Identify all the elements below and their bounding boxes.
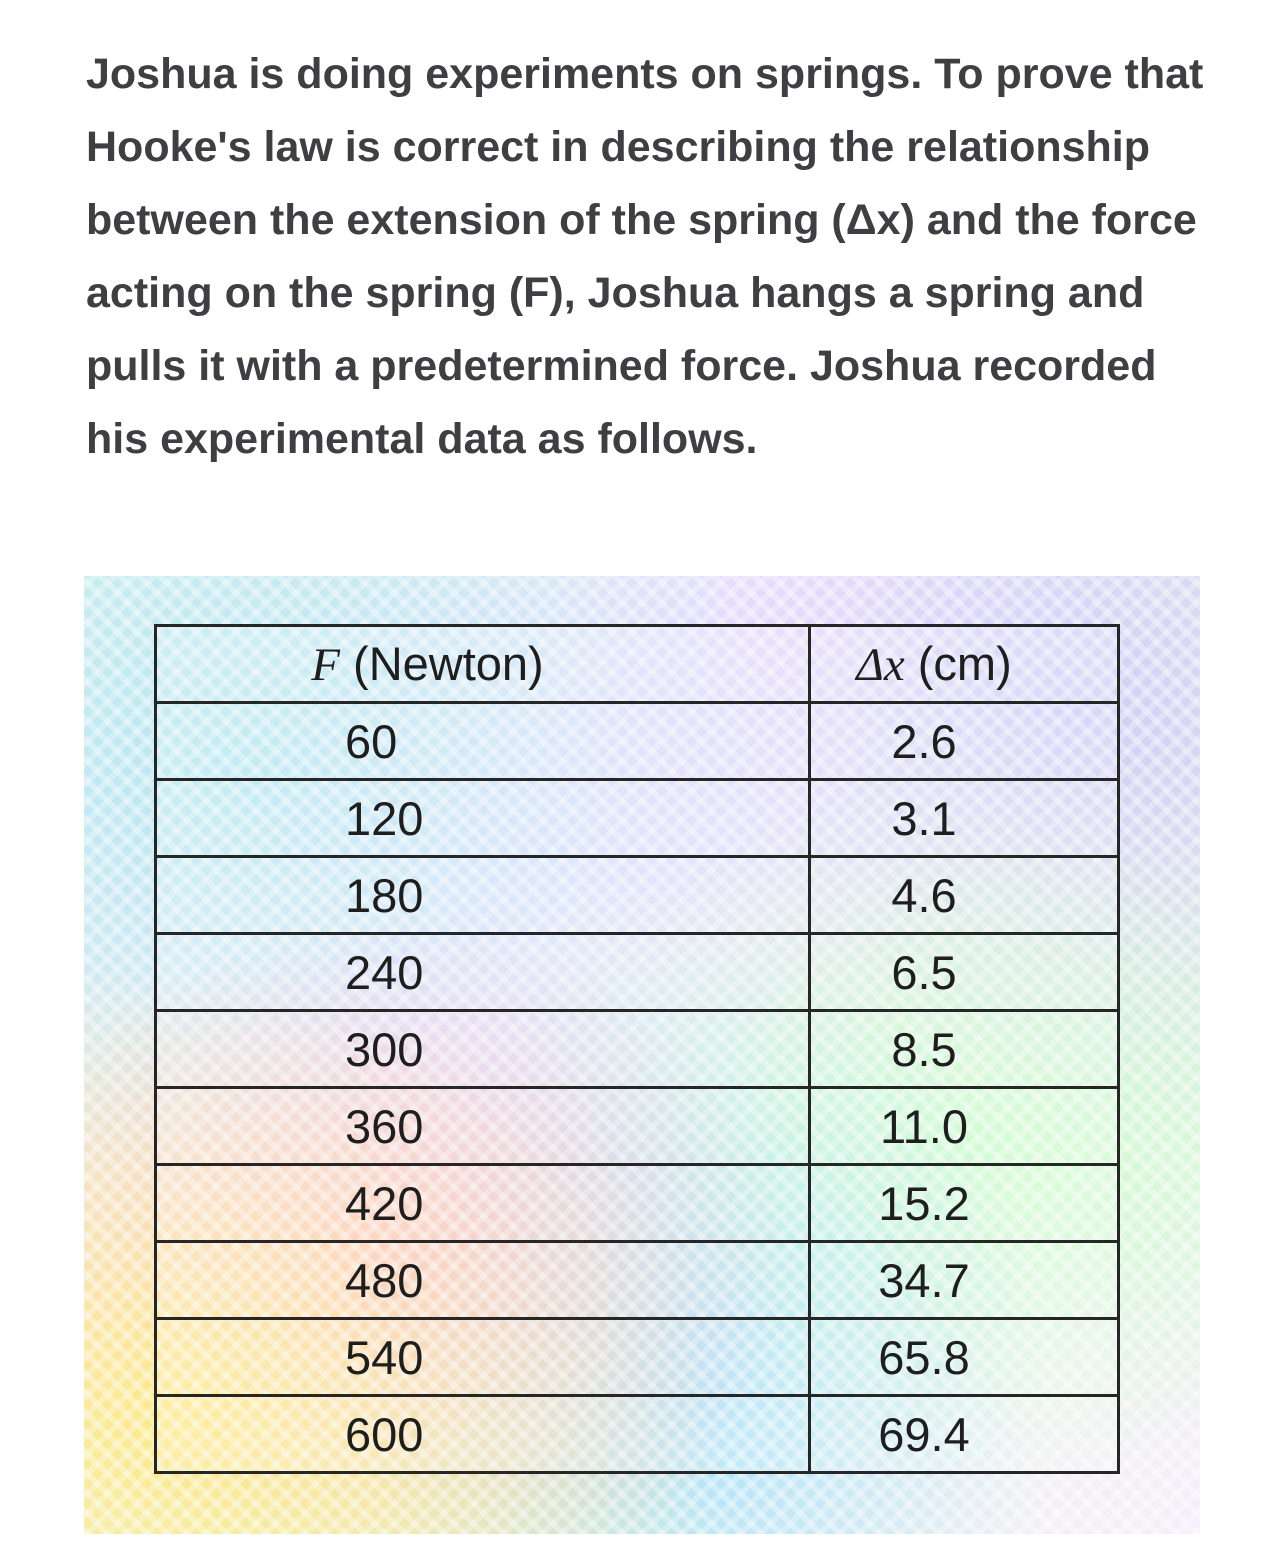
extension-symbol: Δx: [856, 639, 905, 691]
extension-cell: 11.0: [810, 1088, 1119, 1165]
extension-cell: 15.2: [810, 1165, 1119, 1242]
extension-cell: 69.4: [810, 1396, 1119, 1473]
table-row: [156, 1242, 1119, 1319]
extension-cell: 8.5: [810, 1011, 1119, 1088]
force-cell: 360: [156, 1088, 810, 1165]
force-cell: 240: [156, 934, 810, 1011]
force-symbol: F: [311, 639, 340, 691]
force-cell: 120: [156, 780, 810, 857]
table-row: [156, 1011, 1119, 1088]
table-row: [156, 780, 1119, 857]
force-unit: (Newton): [339, 637, 544, 690]
force-cell: 300: [156, 1011, 810, 1088]
question-text: Joshua is doing experiments on springs. To prove that Hooke's law is correct in describing the relationship between the extension of the spring (Δx) and the force acting on the spring (F), Joshua hangs a spring and pulls it with a predetermined force. Joshua recorded his experimental data as follows.: [86, 50, 1204, 463]
extension-cell: 3.1: [810, 780, 1119, 857]
force-cell: 600: [156, 1396, 810, 1473]
force-cell: 60: [156, 703, 810, 780]
table-photo: [84, 576, 1200, 1534]
table-row: [156, 703, 1119, 780]
extension-unit: (cm): [904, 637, 1012, 690]
extension-cell: 2.6: [810, 703, 1119, 780]
force-cell: 180: [156, 857, 810, 934]
extension-cell: 4.6: [810, 857, 1119, 934]
extension-cell: 65.8: [810, 1319, 1119, 1396]
header-force: [156, 626, 810, 703]
table-header-row: [156, 626, 1119, 703]
table-row: [156, 1088, 1119, 1165]
force-cell: 540: [156, 1319, 810, 1396]
force-cell: 420: [156, 1165, 810, 1242]
table-row: [156, 934, 1119, 1011]
extension-cell: 6.5: [810, 934, 1119, 1011]
data-table: [154, 624, 1120, 1474]
header-extension: [810, 626, 1119, 703]
table-row: [156, 857, 1119, 934]
extension-cell: 34.7: [810, 1242, 1119, 1319]
table-row: [156, 1165, 1119, 1242]
table-row: [156, 1319, 1119, 1396]
table-row: [156, 1396, 1119, 1473]
force-cell: 480: [156, 1242, 810, 1319]
